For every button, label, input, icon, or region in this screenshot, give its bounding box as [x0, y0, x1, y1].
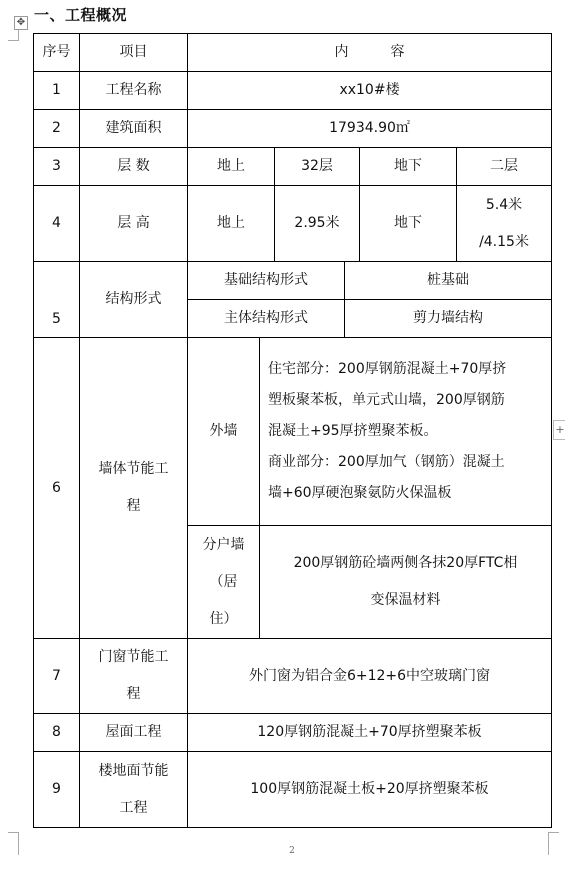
table-row: [34, 714, 552, 752]
party-wall-label: [188, 526, 260, 639]
exterior-wall-label: 外墙: [188, 338, 260, 526]
row-item-line-2: 程: [126, 686, 141, 702]
row-item: 层 数: [80, 148, 188, 186]
row-seq: 6: [34, 338, 80, 639]
header-seq: 序号: [34, 34, 80, 72]
row-seq: 5: [52, 311, 61, 327]
party-desc-line: 变保温材料: [370, 592, 441, 608]
foundation-structure-value: 桩基础: [345, 262, 552, 300]
table-row: [34, 148, 552, 186]
row-item: [80, 752, 188, 828]
above-ground-label: 地上: [188, 148, 275, 186]
below-ground-floors: 二层: [457, 148, 552, 186]
row-item: [80, 639, 188, 714]
table-row: [34, 338, 552, 526]
above-ground-height: 2.95米: [275, 186, 360, 262]
exterior-wall-desc: [260, 338, 552, 526]
roof-value: 120厚钢筋混凝土+70厚挤塑聚苯板: [188, 714, 552, 752]
party-wall-desc: [260, 526, 552, 639]
header-item: 项目: [80, 34, 188, 72]
row-item-line-1: 楼地面节能: [98, 762, 169, 779]
add-column-icon[interactable]: +: [553, 420, 565, 440]
row-seq-cell: [34, 262, 80, 338]
row-seq: 7: [34, 639, 80, 714]
row-seq: 8: [34, 714, 80, 752]
page-number: 2: [289, 846, 295, 856]
below-height-line-2: /4.15米: [479, 233, 529, 250]
party-label-line: 分户墙: [202, 536, 245, 553]
below-height-line-1: 5.4米: [485, 196, 523, 213]
above-ground-floors: 32层: [275, 148, 360, 186]
row-item: 建筑面积: [80, 110, 188, 148]
row-item: 工程名称: [80, 72, 188, 110]
row-item-line-1: 墙体节能工: [98, 461, 169, 477]
building-area-value: 17934.90㎡: [188, 110, 552, 148]
exterior-desc-line: 墙+60厚硬泡聚氨防火保温板: [268, 485, 452, 501]
margin-corner-mark: [8, 832, 19, 855]
row-item-line-2: 程: [126, 498, 141, 514]
party-desc-line: 200厚钢筋砼墙两侧各抹20厚FTC相: [293, 555, 518, 571]
row-item: 屋面工程: [80, 714, 188, 752]
above-ground-label: 地上: [188, 186, 275, 262]
row-seq: 1: [34, 72, 80, 110]
project-name-value: xx10#楼: [188, 72, 552, 110]
header-content: 内 容: [188, 34, 552, 72]
table-row: [34, 752, 552, 828]
header-row: [34, 34, 552, 72]
table-row: [34, 72, 552, 110]
exterior-desc-line: 住宅部分：200厚钢筋混凝土+70厚挤: [268, 361, 507, 377]
exterior-desc-line: 商业部分：200厚加气（钢筋）混凝土: [268, 454, 505, 470]
below-ground-label: 地下: [360, 148, 457, 186]
project-overview-table: [33, 33, 552, 828]
table-row: [34, 186, 552, 262]
row-item: [80, 338, 188, 639]
row-seq: 2: [34, 110, 80, 148]
row-seq: 9: [34, 752, 80, 828]
exterior-desc-line: 塑板聚苯板，单元式山墙，200厚钢筋: [268, 392, 505, 408]
floor-value: 100厚钢筋混凝土板+20厚挤塑聚苯板: [188, 752, 552, 828]
row-item: 层 高: [80, 186, 188, 262]
row-item-line-1: 门窗节能工: [98, 649, 169, 665]
table-row: [34, 110, 552, 148]
table-row: [34, 262, 552, 300]
door-window-value: 外门窗为铝合金6+12+6中空玻璃门窗: [188, 639, 552, 714]
row-seq: 4: [34, 186, 80, 262]
table-row: [34, 639, 552, 714]
below-ground-label: 地下: [360, 186, 457, 262]
main-structure-label: 主体结构形式: [188, 300, 345, 338]
exterior-desc-line: 混凝土+95厚挤塑聚苯板。: [268, 423, 438, 439]
party-label-line: 住）: [209, 610, 238, 627]
foundation-structure-label: 基础结构形式: [188, 262, 345, 300]
below-ground-height: [457, 186, 552, 262]
main-structure-value: 剪力墙结构: [345, 300, 552, 338]
party-label-line: （居: [209, 573, 238, 590]
row-item: 结构形式: [80, 262, 188, 338]
table-move-handle-icon[interactable]: ✥: [14, 16, 28, 30]
section-heading: 一、工程概况: [34, 6, 128, 24]
row-seq: 3: [34, 148, 80, 186]
margin-corner-mark: [8, 30, 19, 41]
row-item-line-2: 工程: [119, 799, 148, 816]
margin-corner-mark: [548, 832, 559, 855]
